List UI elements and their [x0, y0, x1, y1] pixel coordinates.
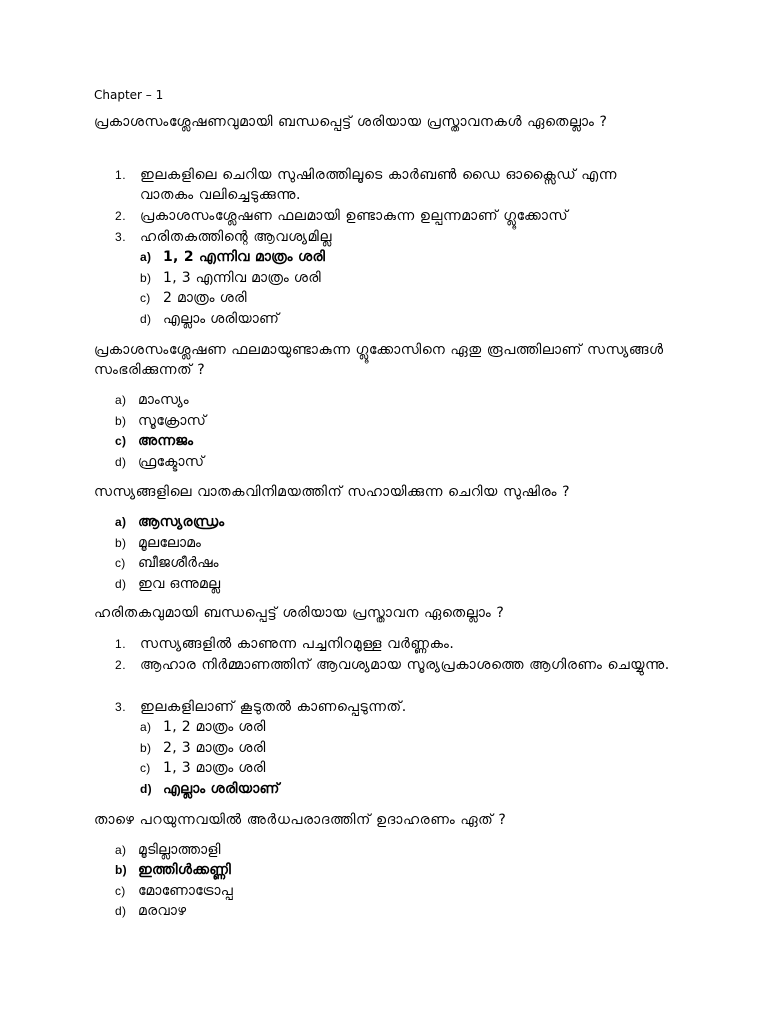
q3-option-a: [115, 512, 224, 532]
option-label: c): [115, 434, 127, 448]
option-text: 1, 2 എന്നിവ മാത്രം ശരി: [163, 249, 326, 265]
q1-option-b: [140, 268, 321, 288]
q1-option-d: [140, 309, 279, 329]
option-text: മോണോട്രോപ്പ: [138, 883, 234, 899]
question-2: പ്രകാശസംശ്ലേഷണ ഫലമായുണ്ടാകുന്ന ഗ്ലൂക്കോസിനെ ഏതു രൂപത്തിലാണ് സസ്യങ്ങൾ സംഭരിക്കുന്നത് ?: [94, 342, 664, 378]
statement-text: ആഹാര നിർമ്മാണത്തിന് ആവശ്യമായ സൂര്യപ്രകാശത്തെ ആഗിരണം ചെയ്യുന്നു.: [140, 657, 670, 673]
q5-option-d: [115, 901, 186, 921]
question-5: താഴെ പറയുന്നവയിൽ അർധപരാദത്തിന് ഉദാഹരണം ഏത് ?: [94, 812, 507, 828]
option-label: d): [140, 782, 152, 796]
option-label: c): [140, 291, 151, 305]
statement-number: 1.: [115, 168, 127, 182]
option-label: a): [140, 720, 152, 734]
statement-number: 3.: [115, 700, 127, 714]
option-label: a): [140, 250, 152, 264]
q2-option-c: [115, 431, 193, 451]
q1-statement-2: [115, 206, 675, 226]
option-text: എല്ലാം ശരിയാണ്: [163, 311, 280, 327]
option-label: b): [140, 741, 152, 755]
q1-option-c: [140, 288, 247, 308]
q4-statement-3: [115, 697, 675, 717]
option-text: 2 മാത്രം ശരി: [163, 290, 247, 306]
q4-option-b: [140, 738, 266, 758]
option-text: എല്ലാം ശരിയാണ്: [163, 781, 280, 797]
option-label: c): [115, 556, 126, 570]
question-3: സസ്യങ്ങളിലെ വാതകവിനിമയത്തിന് സഹായിക്കുന്ന ചെറിയ സുഷിരം ?: [94, 484, 571, 500]
q4-option-a: [140, 717, 266, 737]
statement-text: ഹരിതകത്തിന്റെ ആവശ്യമില്ല: [140, 229, 333, 245]
option-label: c): [115, 884, 126, 898]
option-text: ആസ്യരന്ധ്രം: [138, 514, 225, 530]
option-text: അന്നജം: [138, 433, 194, 449]
option-label: b): [115, 536, 127, 550]
option-text: 1, 3 എന്നിവ മാത്രം ശരി: [163, 270, 322, 286]
statement-text: ഇലകളിലെ ചെറിയ സുഷിരത്തിലൂടെ കാർബൺ ഡൈ ഓക്സൈഡ് എന്ന വാതകം വലിച്ചെടുക്കുന്നു.: [140, 167, 618, 203]
chapter-heading: Chapter – 1: [94, 88, 164, 102]
option-text: മരവാഴ: [138, 903, 187, 919]
q1-option-a: [140, 247, 325, 267]
option-label: b): [115, 863, 127, 877]
statement-text: സസ്യങ്ങളിൽ കാണുന്ന പച്ചനിറമുള്ള വർണ്ണകം.: [140, 636, 455, 652]
option-text: മൂലലോമം: [138, 535, 202, 551]
q4-statement-2: [115, 655, 675, 675]
question-1: പ്രകാശസംശ്ലേഷണവുമായി ബന്ധപ്പെട്ട് ശരിയായ പ്രസ്താവനകൾ ഏതെല്ലാം ?: [94, 114, 608, 130]
option-text: ഫ്രക്ടോസ്: [138, 454, 205, 470]
option-text: ഇത്തിൾക്കണ്ണി: [138, 862, 232, 878]
option-text: ഇവ ഒന്നുമല്ല: [138, 576, 221, 592]
q1-statement-1: [115, 165, 675, 205]
statement-number: 2.: [115, 209, 127, 223]
q2-option-b: [115, 411, 206, 431]
option-text: ബീജശീർഷം: [138, 555, 219, 571]
option-label: a): [115, 515, 127, 529]
option-label: d): [115, 455, 127, 469]
option-label: d): [115, 577, 127, 591]
q2-option-a: [115, 390, 189, 410]
q1-statement-3: [115, 227, 675, 247]
statement-number: 3.: [115, 230, 127, 244]
q4-option-d: [140, 779, 280, 799]
option-label: a): [115, 843, 127, 857]
q4-statement-1: [115, 634, 675, 654]
option-text: 2, 3 മാത്രം ശരി: [163, 740, 266, 756]
option-text: മൂടില്ലാത്താളി: [138, 842, 221, 858]
statement-number: 2.: [115, 658, 127, 672]
q3-option-b: [115, 533, 201, 553]
option-label: c): [140, 761, 151, 775]
statement-text: ഇലകളിലാണ് കൂടുതൽ കാണപ്പെടുന്നത്.: [140, 699, 407, 715]
option-label: d): [115, 904, 127, 918]
q3-option-d: [115, 574, 220, 594]
question-4: ഹരിതകവുമായി ബന്ധപ്പെട്ട് ശരിയായ പ്രസ്താവന ഏതെല്ലാം ?: [94, 605, 505, 621]
option-text: 1, 2 മാത്രം ശരി: [163, 719, 266, 735]
option-label: b): [115, 414, 127, 428]
option-text: മാംസ്യം: [138, 392, 189, 408]
q5-option-c: [115, 881, 233, 901]
q3-option-c: [115, 553, 219, 573]
option-text: 1, 3 മാത്രം ശരി: [163, 760, 266, 776]
statement-number: 1.: [115, 637, 127, 651]
option-label: b): [140, 271, 152, 285]
q5-option-b: [115, 860, 231, 880]
q4-option-c: [140, 758, 266, 778]
q2-option-d: [115, 452, 204, 472]
option-label: a): [115, 393, 127, 407]
statement-text: പ്രകാശസംശ്ലേഷണ ഫലമായി ഉണ്ടാകുന്ന ഉല്പന്നമാണ് ഗ്ലൂക്കോസ്: [140, 208, 569, 224]
option-text: സൂക്രോസ്: [138, 413, 207, 429]
option-label: d): [140, 312, 152, 326]
q5-option-a: [115, 840, 221, 860]
